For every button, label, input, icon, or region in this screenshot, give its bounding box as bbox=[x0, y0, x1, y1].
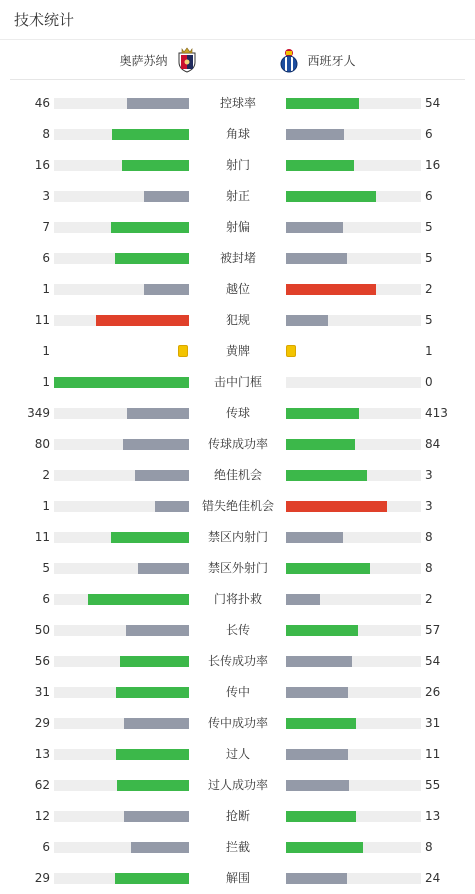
espanyol-crest-icon bbox=[278, 47, 300, 73]
stat-label: 射正 bbox=[225, 189, 250, 203]
away-team[interactable] bbox=[278, 40, 356, 80]
home-bar-fill bbox=[115, 253, 189, 264]
home-bar-fill bbox=[117, 780, 189, 791]
home-bar-fill bbox=[116, 749, 189, 760]
home-bar-track bbox=[54, 284, 189, 295]
home-bar-fill bbox=[124, 718, 189, 729]
home-value: 2 bbox=[42, 468, 50, 482]
away-value: 5 bbox=[425, 220, 433, 234]
away-bar-fill bbox=[286, 625, 358, 636]
stat-label: 禁区外射门 bbox=[207, 561, 268, 575]
away-value: 8 bbox=[425, 530, 433, 544]
home-bar-track bbox=[54, 191, 189, 202]
home-value: 6 bbox=[42, 592, 50, 606]
home-value: 62 bbox=[34, 778, 50, 792]
stats-list bbox=[0, 88, 475, 894]
home-bar-fill bbox=[112, 129, 189, 140]
home-bar-track bbox=[54, 439, 189, 450]
home-bar-track bbox=[54, 160, 189, 171]
stat-label: 击中门框 bbox=[213, 375, 262, 389]
away-bar-fill bbox=[286, 98, 359, 109]
stat-label: 被封堵 bbox=[219, 251, 256, 265]
stat-row bbox=[0, 429, 475, 460]
away-bar-fill bbox=[286, 842, 363, 853]
away-bar-fill bbox=[286, 780, 349, 791]
away-value: 5 bbox=[425, 251, 433, 265]
stat-row bbox=[0, 863, 475, 894]
away-bar-track bbox=[286, 656, 421, 667]
home-bar-fill bbox=[88, 594, 189, 605]
away-value: 8 bbox=[425, 840, 433, 854]
away-value: 3 bbox=[425, 499, 433, 513]
away-bar-fill bbox=[286, 873, 347, 884]
away-bar-track bbox=[286, 222, 421, 233]
home-bar-track bbox=[54, 129, 189, 140]
stat-label: 传球成功率 bbox=[207, 437, 268, 451]
away-bar-fill bbox=[286, 222, 343, 233]
away-bar-track bbox=[286, 594, 421, 605]
home-value: 6 bbox=[42, 251, 50, 265]
home-value: 1 bbox=[42, 344, 50, 358]
stat-label: 过人成功率 bbox=[207, 778, 268, 792]
home-bar-fill bbox=[122, 160, 190, 171]
away-value: 31 bbox=[425, 716, 441, 730]
stat-row bbox=[0, 770, 475, 801]
away-value: 11 bbox=[425, 747, 441, 761]
away-value: 2 bbox=[425, 592, 433, 606]
stat-row bbox=[0, 336, 475, 367]
away-bar-fill bbox=[286, 129, 344, 140]
home-bar-track bbox=[54, 625, 189, 636]
away-bar-track bbox=[286, 160, 421, 171]
home-bar-fill bbox=[96, 315, 189, 326]
home-bar-fill bbox=[135, 470, 189, 481]
away-bar-fill bbox=[286, 594, 320, 605]
stat-label: 射偏 bbox=[225, 220, 250, 234]
stat-label: 黄牌 bbox=[225, 344, 250, 358]
stat-row bbox=[0, 615, 475, 646]
away-bar-track bbox=[286, 501, 421, 512]
stat-row bbox=[0, 491, 475, 522]
stat-label: 犯规 bbox=[225, 313, 250, 327]
home-bar-fill bbox=[126, 625, 189, 636]
home-value: 31 bbox=[34, 685, 50, 699]
away-bar-track bbox=[286, 439, 421, 450]
home-bar-fill bbox=[120, 656, 189, 667]
stat-row bbox=[0, 212, 475, 243]
stat-row bbox=[0, 677, 475, 708]
home-bar-track bbox=[54, 656, 189, 667]
home-bar-track bbox=[54, 501, 189, 512]
away-bar-fill bbox=[286, 811, 356, 822]
home-bar-track bbox=[54, 253, 189, 264]
stat-row bbox=[0, 460, 475, 491]
away-bar-track bbox=[286, 191, 421, 202]
away-bar-track bbox=[286, 780, 421, 791]
home-value: 56 bbox=[34, 654, 50, 668]
stat-label: 角球 bbox=[225, 127, 250, 141]
home-value: 3 bbox=[42, 189, 50, 203]
home-bar-fill bbox=[144, 284, 189, 295]
away-bar-track bbox=[286, 98, 421, 109]
home-bar-fill bbox=[123, 439, 189, 450]
away-bar-fill bbox=[286, 315, 328, 326]
away-value: 13 bbox=[425, 809, 441, 823]
home-bar-track bbox=[54, 222, 189, 233]
away-bar-track bbox=[286, 687, 421, 698]
stat-label: 射门 bbox=[225, 158, 250, 172]
home-bar-track bbox=[54, 749, 189, 760]
stat-label: 禁区内射门 bbox=[207, 530, 268, 544]
yellow-card-icon bbox=[286, 345, 296, 357]
home-value: 46 bbox=[34, 96, 50, 110]
page-title: 技术统计 bbox=[14, 11, 75, 29]
stat-row bbox=[0, 398, 475, 429]
stat-label: 门将扑救 bbox=[213, 592, 262, 606]
home-value: 8 bbox=[42, 127, 50, 141]
stat-row bbox=[0, 739, 475, 770]
away-value: 54 bbox=[425, 96, 441, 110]
home-bar-track bbox=[54, 811, 189, 822]
home-value: 1 bbox=[42, 499, 50, 513]
home-bar-fill bbox=[111, 222, 189, 233]
home-team-name: 奥萨苏纳 bbox=[119, 53, 168, 68]
away-value: 6 bbox=[425, 127, 433, 141]
home-value: 349 bbox=[27, 406, 50, 420]
home-bar-fill bbox=[127, 98, 189, 109]
stat-row bbox=[0, 367, 475, 398]
stat-row bbox=[0, 708, 475, 739]
home-bar-fill bbox=[127, 408, 189, 419]
stat-label: 错失绝佳机会 bbox=[201, 499, 274, 513]
away-bar-track bbox=[286, 873, 421, 884]
away-bar-track bbox=[286, 563, 421, 574]
home-bar-track bbox=[54, 873, 189, 884]
stat-label: 传球 bbox=[225, 406, 250, 420]
home-value: 1 bbox=[42, 282, 50, 296]
home-bar-track bbox=[54, 687, 189, 698]
away-bar-track bbox=[286, 718, 421, 729]
home-value: 6 bbox=[42, 840, 50, 854]
home-bar-track bbox=[54, 315, 189, 326]
home-bar-fill bbox=[111, 532, 189, 543]
away-bar-fill bbox=[286, 532, 343, 543]
away-value: 6 bbox=[425, 189, 433, 203]
home-bar-track bbox=[54, 780, 189, 791]
away-bar-fill bbox=[286, 501, 387, 512]
away-value: 5 bbox=[425, 313, 433, 327]
stat-label: 解围 bbox=[225, 871, 250, 885]
home-value: 7 bbox=[42, 220, 50, 234]
away-value: 84 bbox=[425, 437, 441, 451]
page-header bbox=[0, 0, 475, 40]
home-value: 1 bbox=[42, 375, 50, 389]
away-bar-fill bbox=[286, 408, 359, 419]
home-bar-fill bbox=[115, 873, 189, 884]
away-value: 54 bbox=[425, 654, 441, 668]
stat-row bbox=[0, 274, 475, 305]
home-value: 50 bbox=[34, 623, 50, 637]
home-bar-track bbox=[54, 377, 189, 388]
home-bar-fill bbox=[124, 811, 189, 822]
away-bar-track bbox=[286, 408, 421, 419]
away-bar-fill bbox=[286, 687, 348, 698]
away-bar-fill bbox=[286, 253, 347, 264]
stat-label: 长传成功率 bbox=[207, 654, 268, 668]
away-bar-fill bbox=[286, 563, 370, 574]
away-value: 26 bbox=[425, 685, 441, 699]
away-bar-fill bbox=[286, 470, 367, 481]
away-bar-track bbox=[286, 284, 421, 295]
home-value: 80 bbox=[34, 437, 50, 451]
home-value: 11 bbox=[34, 530, 50, 544]
home-bar-fill bbox=[131, 842, 189, 853]
away-bar-track bbox=[286, 811, 421, 822]
away-value: 413 bbox=[425, 406, 448, 420]
yellow-card-icon bbox=[178, 345, 188, 357]
home-bar-track bbox=[54, 718, 189, 729]
stat-label: 拦截 bbox=[225, 840, 250, 854]
home-bar-fill bbox=[116, 687, 189, 698]
away-value: 57 bbox=[425, 623, 441, 637]
away-bar-track bbox=[286, 253, 421, 264]
away-value: 16 bbox=[425, 158, 441, 172]
home-bar-fill bbox=[155, 501, 189, 512]
stat-row bbox=[0, 88, 475, 119]
stat-row bbox=[0, 305, 475, 336]
away-bar-track bbox=[286, 625, 421, 636]
home-bar-track bbox=[54, 408, 189, 419]
home-value: 29 bbox=[34, 716, 50, 730]
home-bar-track bbox=[54, 470, 189, 481]
home-bar-track bbox=[54, 842, 189, 853]
away-team-name: 西班牙人 bbox=[307, 53, 356, 68]
stat-label: 绝佳机会 bbox=[213, 468, 262, 482]
away-bar-track bbox=[286, 129, 421, 140]
away-bar-track bbox=[286, 749, 421, 760]
away-bar-fill bbox=[286, 656, 352, 667]
stat-row bbox=[0, 181, 475, 212]
home-value: 5 bbox=[42, 561, 50, 575]
stat-row bbox=[0, 119, 475, 150]
home-bar-fill bbox=[54, 377, 189, 388]
home-bar-fill bbox=[138, 563, 189, 574]
home-value: 16 bbox=[34, 158, 50, 172]
stat-label: 控球率 bbox=[219, 96, 256, 110]
stat-row bbox=[0, 584, 475, 615]
stat-label: 传中成功率 bbox=[207, 716, 268, 730]
away-value: 1 bbox=[425, 344, 433, 358]
away-value: 3 bbox=[425, 468, 433, 482]
stat-label: 长传 bbox=[225, 623, 250, 637]
away-bar-fill bbox=[286, 284, 376, 295]
away-bar-track bbox=[286, 315, 421, 326]
away-bar-fill bbox=[286, 718, 356, 729]
away-value: 0 bbox=[425, 375, 433, 389]
home-bar-track bbox=[54, 563, 189, 574]
away-bar-track bbox=[286, 470, 421, 481]
away-value: 2 bbox=[425, 282, 433, 296]
stat-label: 越位 bbox=[225, 282, 250, 296]
stat-row bbox=[0, 243, 475, 274]
away-bar-track bbox=[286, 377, 421, 388]
away-value: 55 bbox=[425, 778, 441, 792]
away-bar-fill bbox=[286, 439, 355, 450]
home-value: 12 bbox=[34, 809, 50, 823]
away-value: 8 bbox=[425, 561, 433, 575]
stat-row bbox=[0, 646, 475, 677]
away-bar-fill bbox=[286, 749, 348, 760]
teams-header bbox=[10, 40, 465, 80]
home-value: 29 bbox=[34, 871, 50, 885]
away-bar-track bbox=[286, 842, 421, 853]
home-value: 13 bbox=[34, 747, 50, 761]
away-bar-track bbox=[286, 532, 421, 543]
stat-row bbox=[0, 801, 475, 832]
stat-row bbox=[0, 832, 475, 863]
stat-label: 传中 bbox=[225, 685, 250, 699]
stat-label: 抢断 bbox=[225, 809, 250, 823]
home-bar-track bbox=[54, 594, 189, 605]
away-bar-fill bbox=[286, 160, 354, 171]
osasuna-crest-icon bbox=[176, 47, 198, 73]
stat-row bbox=[0, 522, 475, 553]
home-value: 11 bbox=[34, 313, 50, 327]
away-value: 24 bbox=[425, 871, 441, 885]
home-bar-track bbox=[54, 98, 189, 109]
stat-row bbox=[0, 150, 475, 181]
stat-label: 过人 bbox=[225, 747, 250, 761]
away-bar-fill bbox=[286, 191, 376, 202]
home-bar-track bbox=[54, 532, 189, 543]
home-team[interactable] bbox=[119, 40, 197, 80]
stat-row bbox=[0, 553, 475, 584]
home-bar-fill bbox=[144, 191, 189, 202]
